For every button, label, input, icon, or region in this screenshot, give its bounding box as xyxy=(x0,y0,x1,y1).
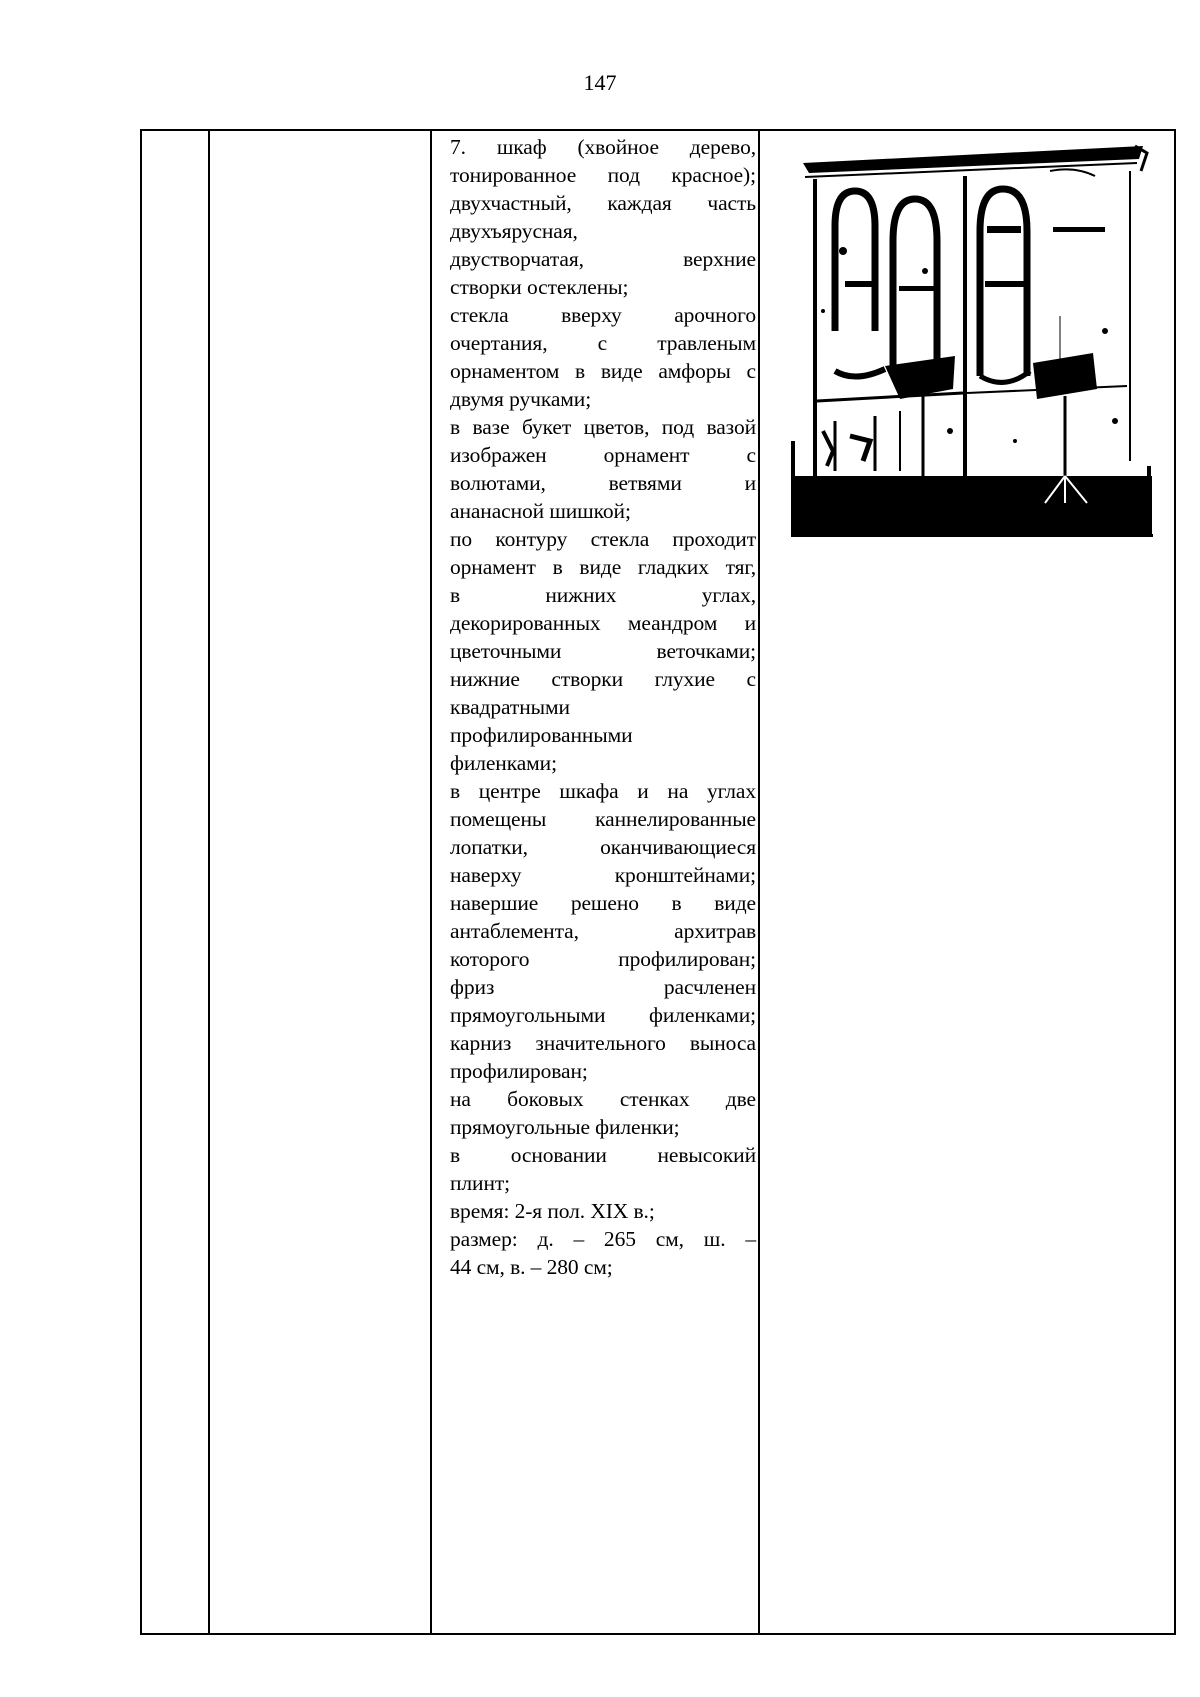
item-description xyxy=(438,131,768,1633)
description-line: которого профилирован; xyxy=(450,947,756,971)
description-line: наверху кронштейнами; xyxy=(450,863,756,887)
description-line: тонированное под красное); xyxy=(450,163,756,187)
description-line: орнаментом в виде амфоры с xyxy=(450,359,756,383)
description-line: филенками; xyxy=(450,751,557,775)
description-line: время: 2-я пол. XIX в.; xyxy=(450,1199,655,1223)
description-line: в основании невысокий xyxy=(450,1143,756,1167)
description-line: в вазе букет цветов, под вазой xyxy=(450,415,756,439)
description-line: очертания, с травленым xyxy=(450,331,756,355)
description-line: цветочными веточками; xyxy=(450,639,756,663)
description-line: ананасной шишкой; xyxy=(450,499,631,523)
description-line: стекла вверху арочного xyxy=(450,303,756,327)
description-line: прямоугольными филенками; xyxy=(450,1003,756,1027)
description-line: двустворчатая, верхние xyxy=(450,247,756,271)
description-line: 7. шкаф (хвойное дерево, xyxy=(450,135,756,159)
description-line: нижние створки глухие с xyxy=(450,667,756,691)
description-line: прямоугольные филенки; xyxy=(450,1115,680,1139)
page-number: 147 xyxy=(583,70,617,95)
description-line: в центре шкафа и на углах xyxy=(450,779,756,803)
column-divider-2 xyxy=(430,131,432,1633)
description-line: квадратными xyxy=(450,695,570,719)
description-line: в нижних углах, xyxy=(450,583,756,607)
description-line: двухчастный, каждая часть xyxy=(450,191,756,215)
description-line: двухъярусная, xyxy=(450,219,578,243)
column-divider-1 xyxy=(208,131,210,1633)
description-line: лопатки, оканчивающиеся xyxy=(450,835,756,859)
description-line: орнамент в виде гладких тяг, xyxy=(450,555,756,579)
description-line: навершие решено в виде xyxy=(450,891,756,915)
description-line: антаблемента, архитрав xyxy=(450,919,756,943)
cabinet-photo-image xyxy=(775,131,1163,551)
description-line: профилирован; xyxy=(450,1059,588,1083)
description-line: карниз значительного выноса xyxy=(450,1031,756,1055)
description-line: 44 см, в. – 280 см; xyxy=(450,1255,613,1279)
description-line: декорированных меандром и xyxy=(450,611,756,635)
description-line: по контуру стекла проходит xyxy=(450,527,756,551)
cabinet-photo xyxy=(775,131,1163,551)
description-line: помещены каннелированные xyxy=(450,807,756,831)
description-line: створки остеклены; xyxy=(450,275,629,299)
description-line: плинт; xyxy=(450,1171,511,1195)
description-line: размер: д. – 265 см, ш. – xyxy=(450,1227,756,1251)
description-line: двумя ручками; xyxy=(450,387,592,411)
description-line: волютами, ветвями и xyxy=(450,471,756,495)
description-line: изображен орнамент с xyxy=(450,443,756,467)
inventory-table xyxy=(140,129,1176,1635)
description-line: фриз расчленен xyxy=(450,975,756,999)
description-line: профилированными xyxy=(450,723,633,747)
description-line: на боковых стенках две xyxy=(450,1087,756,1111)
